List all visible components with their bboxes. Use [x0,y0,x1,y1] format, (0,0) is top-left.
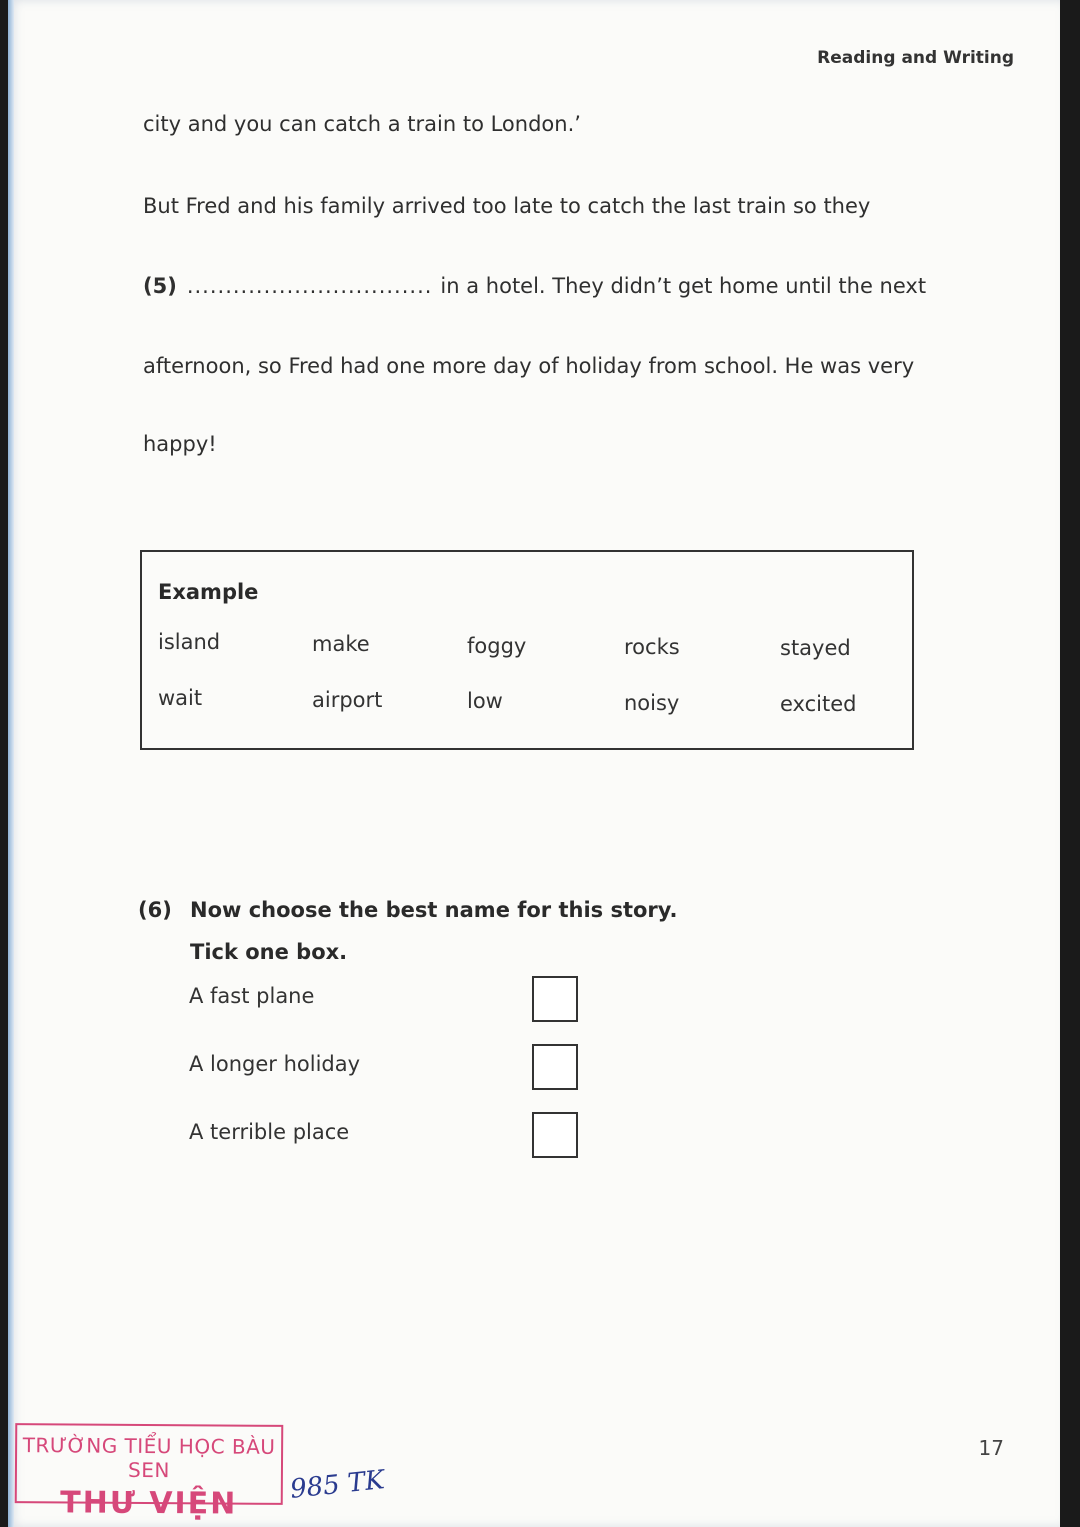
library-stamp [15,1423,284,1522]
option-terrible-place: A terrible place [189,1120,350,1144]
book-spine [8,0,14,1527]
worksheet-page [8,0,1060,1527]
word-noisy: noisy [624,691,680,715]
story-line-3 [143,274,926,298]
option-fast-plane: A fast plane [189,984,315,1008]
question-6-prompt: Now choose the best name for this story. [190,898,678,922]
word-make: make [312,632,370,656]
story-line-1: city and you can catch a train to London.’ [143,112,581,136]
word-stayed: stayed [780,636,851,660]
tick-box-fast-plane[interactable] [532,976,578,1022]
word-excited: excited [780,692,857,716]
story-line-3-text: in a hotel. They didn’t get home until the next [440,274,927,298]
tick-box-longer-holiday[interactable] [532,1044,578,1090]
word-rocks: rocks [624,635,680,659]
story-line-4: afternoon, so Fred had one more day of holiday from school. He was very [143,354,915,378]
question-5-number: (5) [143,274,177,298]
word-airport: airport [312,688,383,712]
word-low: low [467,689,503,713]
word-box [140,550,914,750]
stamp-library-label: THƯ VIỆN [60,1485,238,1522]
question-5-blank[interactable]: ................................ [186,274,433,298]
stamp-school-name: TRƯỜNG TIỂU HỌC BÀU SEN [22,1433,276,1483]
word-island: island [158,630,221,654]
word-box-label: Example [158,580,259,604]
word-wait: wait [158,686,203,710]
word-foggy: foggy [467,634,527,658]
section-header: Reading and Writing [817,48,1014,68]
question-6-number: (6) [138,898,172,922]
question-6-instruction: Tick one box. [190,940,348,964]
question-6 [138,898,678,922]
tick-box-terrible-place[interactable] [532,1112,578,1158]
handwritten-catalog-number: 985 TK [288,1465,386,1505]
story-line-5: happy! [143,432,217,456]
option-longer-holiday: A longer holiday [189,1052,361,1076]
story-line-2: But Fred and his family arrived too late to catch the last train so they [143,194,871,218]
page-number: 17 [978,1436,1004,1460]
